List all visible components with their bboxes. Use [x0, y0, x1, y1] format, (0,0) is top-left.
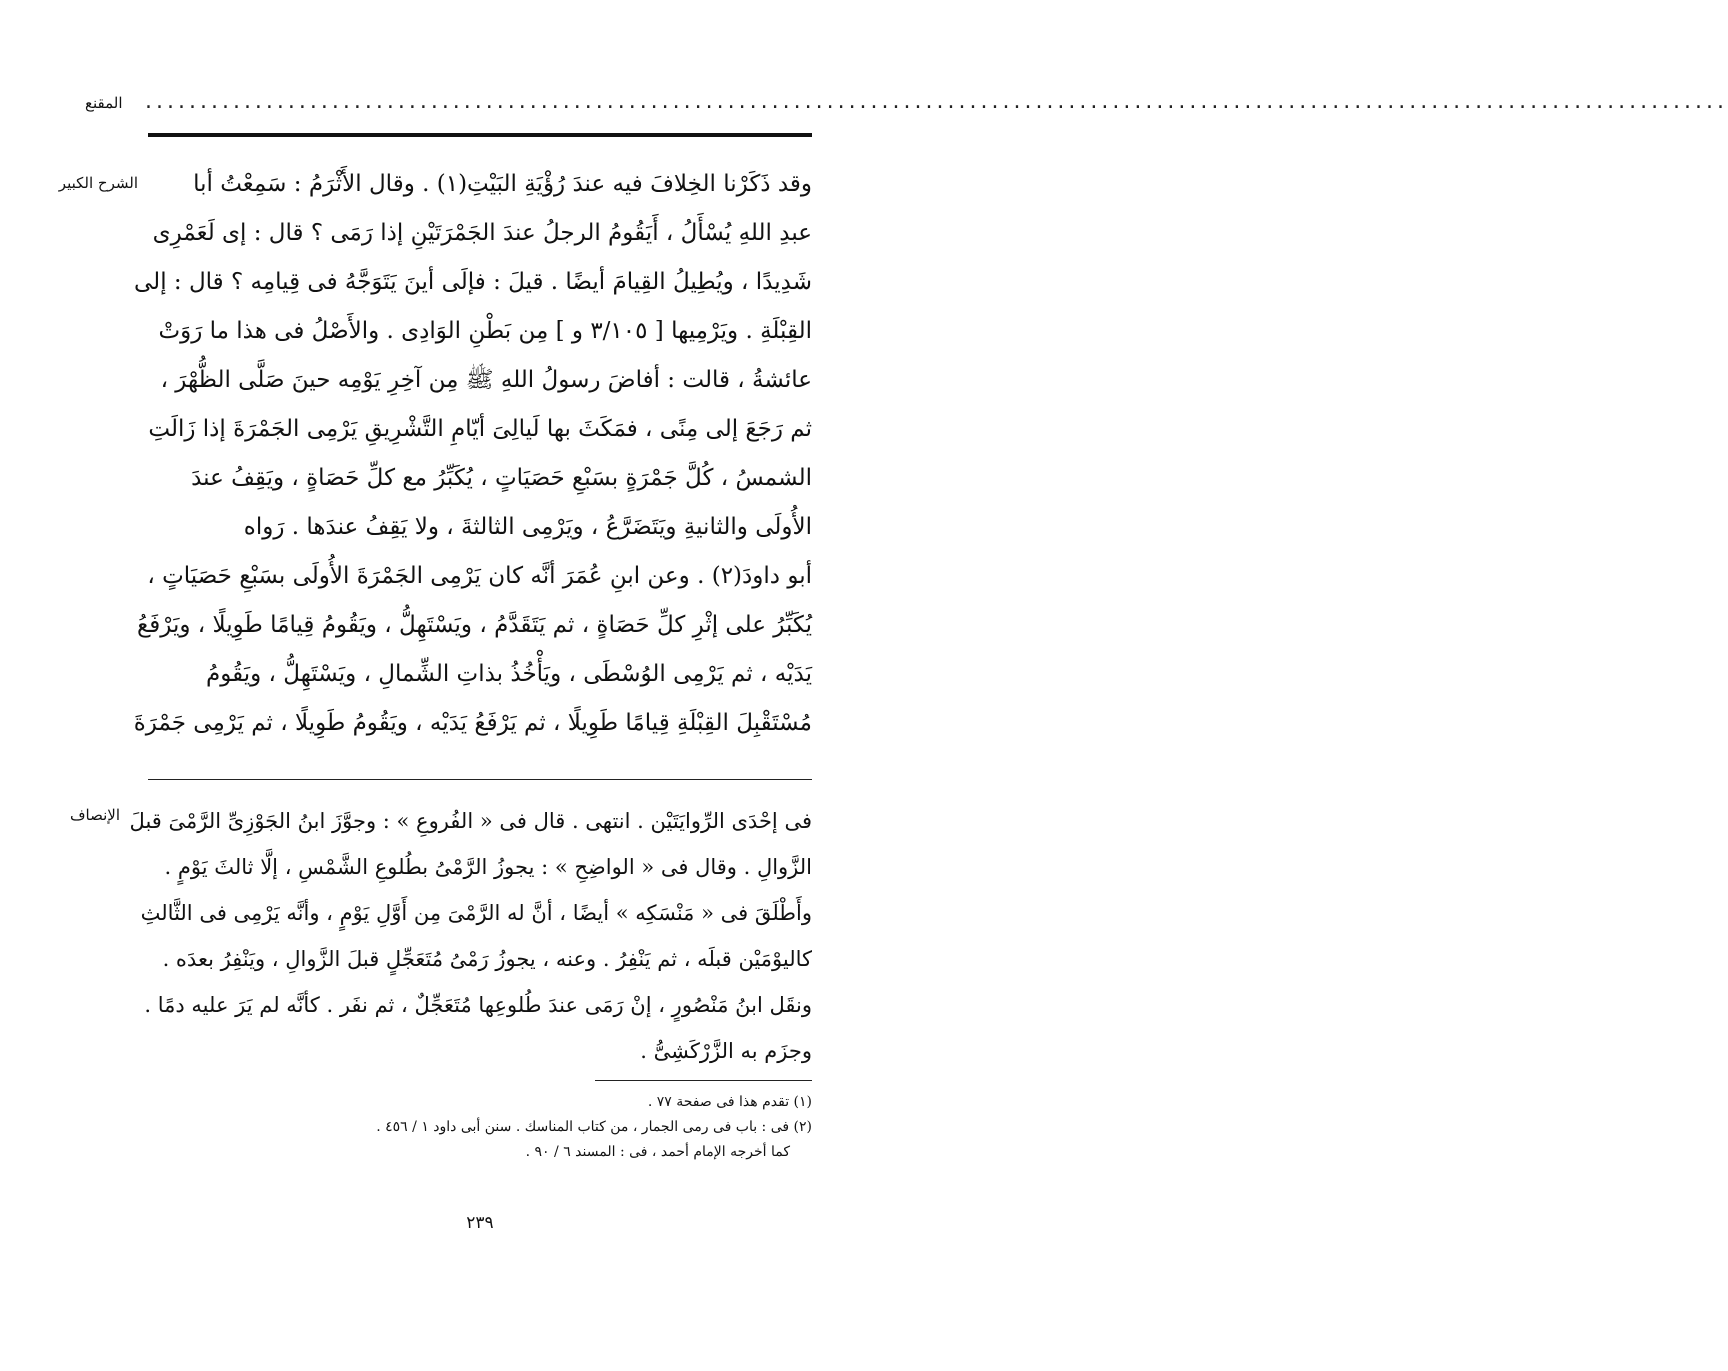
- insaf-line: الزَّوالِ . وقال فى « الواضِحِ » : يجوزُ الرَّمْىُ بطُلوعِ الشَّمْسِ ، إلَّا ثالثَ يَوْمٍ .: [164, 855, 812, 879]
- sharh-line: يَدَيْه ، ثم يَرْمِى الوُسْطَى ، ويَأْخُذُ بذاتِ الشِّمالِ ، ويَسْتَهِلُّ ، ويَقُومُ: [205, 661, 812, 687]
- sharh-section-label: الشرح الكبير: [58, 174, 138, 192]
- insaf-line: كاليوْمَيْن قبلَه ، ثم يَنْفِرُ . وعنه ، يجوزُ رَمْىُ مُتَعَجِّلٍ قبلَ الزَّوالِ ، ويَنْفِرُ بعدَه .: [162, 947, 812, 971]
- header-rule: [148, 133, 812, 137]
- footnote-1: (١) تقدم هذا فى صفحة ٧٧ .: [647, 1094, 812, 1110]
- footnote-2: (٢) فى : باب فى رمى الجمار ، من كتاب المناسك . سنن أبى داود ١ / ٤٥٦ .: [376, 1119, 812, 1135]
- sharh-body: [133, 160, 812, 748]
- sharh-line: مُسْتَقْبِلَ القِبْلَةِ قِيامًا طَوِيلًا ، ثم يَرْفَعُ يَدَيْه ، ويَقُومُ طَوِيلًا ، ثم يَرْمِى جَمْرَةَ: [133, 710, 812, 736]
- sharh-line: القِبْلَةِ . ويَرْمِيها [ ٣/١٠٥ و ] مِن بَطْنِ الوَادِى . والأَصْلُ فى هذا ما رَوَتْ: [158, 318, 812, 344]
- insaf-line: وجزَم به الزَّرْكَشِىُّ .: [640, 1039, 812, 1063]
- sharh-line: ثم رَجَعَ إلى مِنًى ، فمَكَثَ بها لَيالِىَ أيّامِ التَّشْرِيقِ يَرْمِى الجَمْرَةَ إذا زَالَتِ: [148, 416, 812, 442]
- header-dotted-leader: ................................................................................................................................................: [145, 89, 1728, 114]
- footnote-rule: [595, 1080, 812, 1081]
- sharh-line: أبو داودَ(٢) . وعن ابنِ عُمَرَ أنَّه كان يَرْمِى الجَمْرَةَ الأُولَى بسَبْعِ حَصَيَاتٍ ،: [147, 563, 812, 589]
- insaf-section-label: الإنصاف: [69, 806, 120, 824]
- section-divider: [148, 779, 812, 780]
- sharh-line: شَدِيدًا ، ويُطِيلُ القِيامَ أيضًا . قيلَ : فإلَى أينَ يَتَوَجَّهُ فى قِيامِه ؟ قال : إلى: [134, 269, 812, 295]
- sharh-line: وقد ذَكَرْنا الخِلافَ فيه عندَ رُؤْيَةِ البَيْتِ(١) . وقال الأَثْرَمُ : سَمِعْتُ أبا: [193, 171, 812, 197]
- sharh-line: الأُولَى والثانيةِ ويَتَضَرَّعُ ، ويَرْمِى الثالثةَ ، ولا يَقِفُ عندَها . رَواه: [243, 514, 812, 540]
- footnotes: [270, 1090, 812, 1165]
- book-title: المقنع: [85, 94, 123, 112]
- sharh-line: عائشةُ ، قالت : أفاضَ رسولُ اللهِ ﷺ مِن آخِرِ يَوْمِه حينَ صَلَّى الظُّهْرَ ،: [160, 367, 812, 393]
- insaf-line: وأَطْلَقَ فى « مَنْسَكِه » أيضًا ، أنَّ له الرَّمْىَ مِن أَوَّلِ يَوْمٍ ، وأنَّه يَرْمِى فى الثَّالثِ: [140, 901, 812, 925]
- insaf-line: فى إحْدَى الرِّوايَتَيْن . انتهى . قال فى « الفُروعِ » : وجوَّزَ ابنُ الجَوْزِىِّ الرَّمْىَ قبلَ: [129, 809, 812, 833]
- sharh-line: يُكَبِّرُ على إثْرِ كلِّ حَصَاةٍ ، ثم يَتَقَدَّمُ ، ويَسْتَهِلُّ ، ويَقُومُ قِيامًا طَوِيلًا ، ويَرْفَعُ: [137, 612, 812, 638]
- insaf-line: ونقَل ابنُ مَنْصُورٍ ، إنْ رَمَى عندَ طُلوعِها مُتَعَجِّلٌ ، ثم نفَر . كأنَّه لم يَرَ عليه دمًا .: [144, 993, 812, 1017]
- page-number: ٢٣٩: [466, 1213, 494, 1233]
- footnote-2-continuation: كما أخرجه الإمام أحمد ، فى : المسند ٦ / ٩٠ .: [525, 1144, 790, 1160]
- sharh-line: عبدِ اللهِ يُسْأَلُ ، أَيَقُومُ الرجلُ عندَ الجَمْرَتَيْنِ إذا رَمَى ؟ قال : إى لَعَمْرِى: [152, 220, 812, 246]
- sharh-line: الشمسُ ، كُلَّ جَمْرَةٍ بسَبْعِ حَصَيَاتٍ ، يُكَبِّرُ مع كلِّ حَصَاةٍ ، ويَقِفُ عندَ: [191, 465, 812, 491]
- insaf-body: [129, 798, 812, 1074]
